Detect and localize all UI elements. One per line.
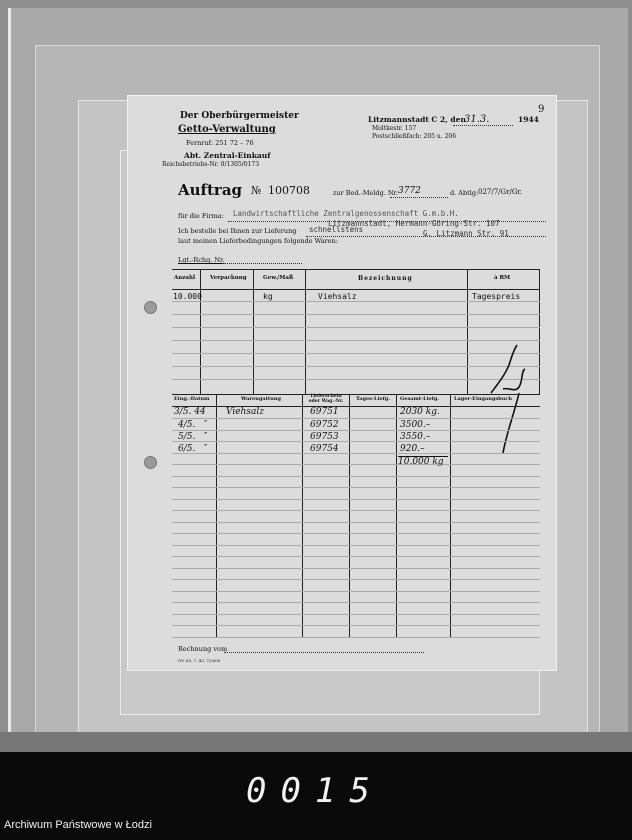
delivery-grid [172,406,540,638]
ref-value: 3772 [398,186,421,196]
issuer-phone: Fernruf: 251 72 – 76 [186,139,254,147]
row-goods: ″ [204,444,208,454]
order-number: 100708 [268,184,310,197]
grid-rule [172,568,540,569]
grid-rule [172,430,540,431]
grid-rule [172,510,540,511]
row-date: 6/5. [178,444,196,454]
page-number: 9 [538,104,545,115]
row-date: 3/5. 44 [174,407,206,417]
order-qty: 10.000 [173,292,202,301]
issuer-title: Der Oberbürgermeister [180,111,299,121]
col-header-price: à RM [494,275,511,281]
archive-bar [0,752,632,840]
grid-rule [172,545,540,546]
grid-rule [172,533,540,534]
issuer-pobox: Postschließfach: 205 u. 206 [372,133,457,140]
grid-rule [172,602,540,603]
row-total: 920.– [400,444,425,454]
grid-rule [172,453,540,454]
order-description: Viehsalz [318,292,357,301]
order-year: 1944 [518,115,539,124]
row-slip: 69752 [310,420,339,430]
row-total: 3550.– [400,432,431,442]
frame-number: 0015 [246,771,384,811]
grid-rule [172,591,540,592]
delivery-sum: 10.000 kg [398,457,444,467]
print-code: GV. 65. 7. 43. 7/2000 [178,658,221,663]
grid-rule [172,441,540,442]
row-slip: 69751 [310,407,339,417]
row-goods: ″ [204,432,208,442]
row-goods: Viehsalz [226,407,264,417]
place-date-label: Litzmannstadt C 2, den [368,115,466,124]
dept-value: 027/7/Gr/Gr. [478,188,523,196]
ref-label: zur Bed.-Meldg. Nr. [333,189,399,197]
number-sign: № [251,184,262,197]
order-form-sheet [128,96,556,670]
col-header-slip: Lieferschein oder Wag.-Nr. [308,394,344,404]
firm-label: für die Firma: [178,212,224,220]
col-header-weight: Gew./Maß [263,275,294,281]
punch-hole-icon [144,456,157,469]
row-total: 3500.– [400,420,431,430]
film-edge [0,732,632,752]
row-slip: 69754 [310,444,339,454]
col-header-daily: Tages-Liefg. [356,396,391,402]
order-price: Tagespreis [472,292,521,301]
row-total: 2030 kg. [400,407,440,417]
firm-name: Landwirtschaftliche Zentralgenossenschaft G.m.b.H. [233,209,459,218]
row-date: 5/5. [178,432,196,442]
grid-rule [172,625,540,626]
col-header-packaging: Verpackung [210,275,247,281]
grid-rule [172,476,540,477]
invoice-label: Rechnung vom [178,645,228,653]
grid-rule [172,579,540,580]
row-date: 4/5. [178,420,196,430]
issuer-section: Abt. Zentral-Einkauf [184,151,271,160]
order-date: 31.3. [464,114,490,125]
grid-rule [172,487,540,488]
delivery-time: schnellstens [309,225,364,234]
col-header-total: Gesamt-Liefg. [400,396,440,402]
col-header-date: Eing.-Datum [174,396,210,402]
grid-rule [172,522,540,523]
order-unit: kg [263,292,273,301]
archive-name: Archiwum Państwowe w Łodzi [4,819,152,831]
col-header-goods: Warengattung [241,396,281,402]
dept-label: d. Abtlg: [450,189,479,197]
grid-rule [172,499,540,500]
punch-hole-icon [144,301,157,314]
lgt-label: Lgt.-Rchg. Nr. [178,256,225,264]
col-header-ledger: Lager-Eingangsbuch [454,396,512,402]
grid-rule [172,464,540,465]
grid-rule [172,556,540,557]
grid-rule [172,418,540,419]
issuer-department: Getto-Verwaltung [178,124,276,135]
col-header-qty: Anzahl [174,275,196,281]
grid-rule [172,637,540,638]
issuer-street: Moltkestr. 157 [372,125,417,132]
terms-text: laut meinen Lieferbedingungen folgende Waren: [178,237,339,245]
issuer-reg-number: Reichsbetriebs-Nr. 0/1305/0173 [162,161,260,168]
delivery-address: G. Litzmann Str. 91 [423,229,509,238]
col-header-description: Bezeichnung [358,275,413,282]
order-request-label: Ich bestelle bei Ihnen zur Lieferung [178,227,297,235]
firm-address: Litzmannstadt, Hermann-Göring-Str. 107 [328,219,500,228]
row-goods: ″ [204,420,208,430]
grid-rule [172,614,540,615]
order-title: Auftrag [178,181,243,199]
row-slip: 69753 [310,432,339,442]
